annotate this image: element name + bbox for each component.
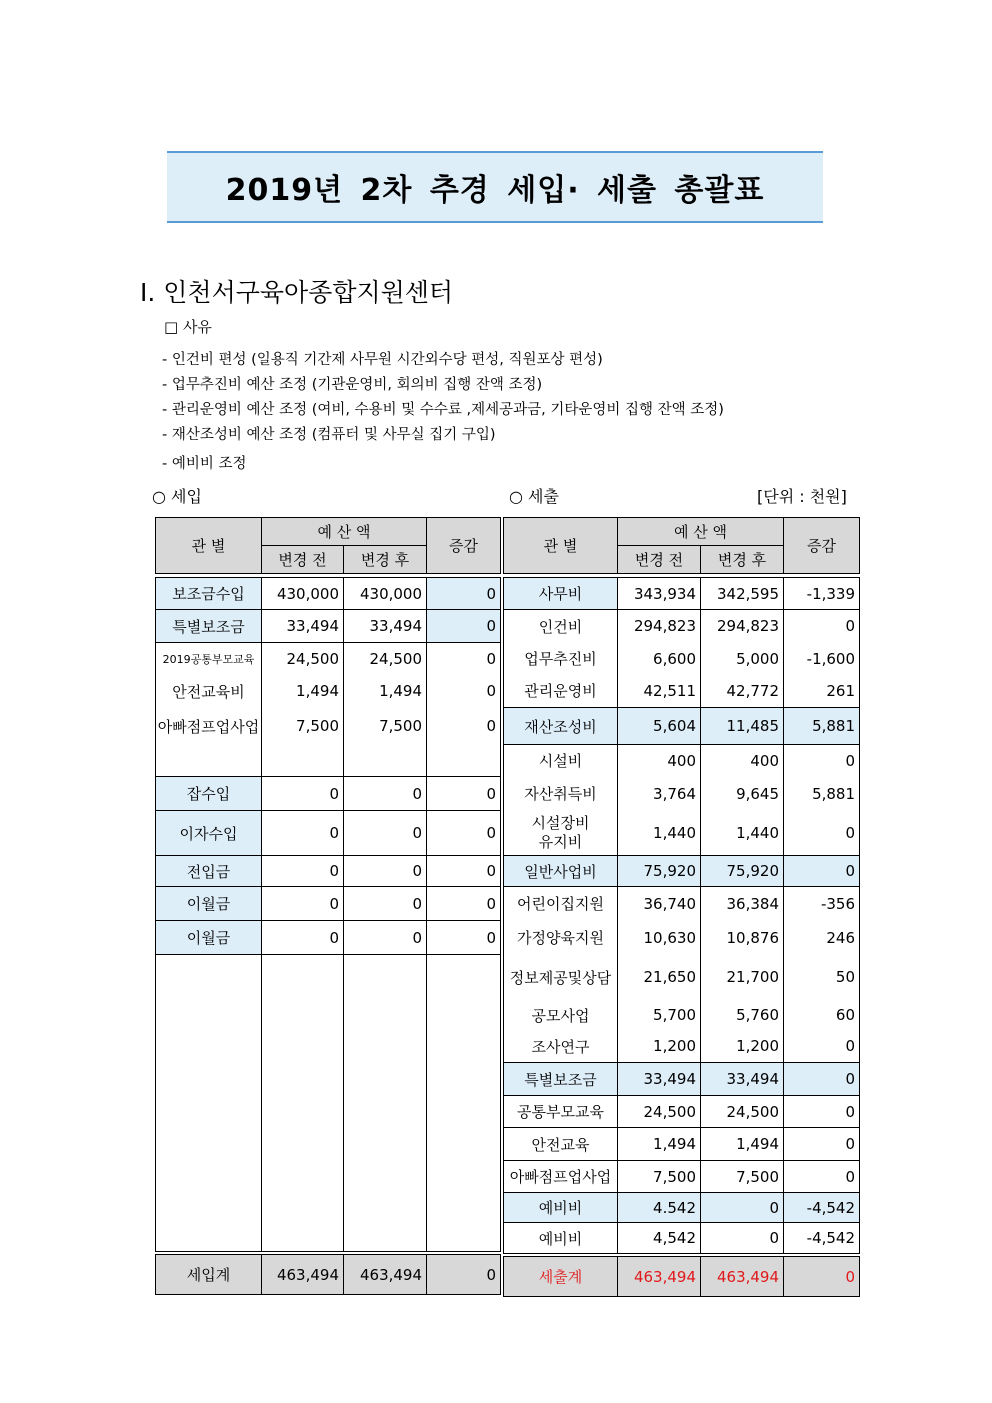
table-row — [504, 708, 860, 745]
unit-label: [단위 : 천원] — [757, 487, 847, 506]
cell-before: 430,000 — [262, 578, 344, 610]
cell-diff: 0 — [427, 578, 501, 610]
table-row-empty — [156, 955, 501, 1252]
cell-before: 400 — [618, 745, 701, 777]
reason-item: - 예비비 조정 — [162, 456, 247, 472]
table-row — [504, 1096, 860, 1128]
table-row — [504, 856, 860, 887]
cell-diff: -4,542 — [784, 1223, 860, 1254]
cell-diff: 0 — [427, 887, 501, 921]
cell-after: 7,500 — [344, 708, 427, 745]
cell-after: 36,384 — [701, 887, 784, 921]
cell-after: 75,920 — [701, 856, 784, 887]
revenue-table — [155, 517, 501, 1295]
cell-diff: -1,600 — [784, 643, 860, 675]
table-row — [156, 610, 501, 643]
total-diff: 0 — [427, 1255, 501, 1295]
cell-after: 33,494 — [344, 610, 427, 643]
cell-before: 1,494 — [618, 1128, 701, 1161]
cell-diff: 0 — [784, 1063, 860, 1096]
cell-before: 24,500 — [262, 643, 344, 675]
header-after: 변경 후 — [701, 546, 784, 574]
table-row — [156, 921, 501, 955]
cell-diff: 5,881 — [784, 708, 860, 745]
cell-before: 7,500 — [262, 708, 344, 745]
cell-diff: 0 — [784, 610, 860, 643]
cell-after: 400 — [701, 745, 784, 777]
cell-after: 5,760 — [701, 1000, 784, 1031]
cell-before: 75,920 — [618, 856, 701, 887]
cell-diff: 261 — [784, 675, 860, 708]
reason-heading: □ 사유 — [164, 318, 212, 336]
table-row — [156, 856, 501, 887]
row-label: 예비비 — [504, 1193, 618, 1223]
header-before: 변경 전 — [618, 546, 701, 574]
header-before: 변경 전 — [262, 546, 344, 574]
cell-before: 1,494 — [262, 675, 344, 708]
cell-after: 24,500 — [701, 1096, 784, 1128]
row-label: 이자수입 — [156, 811, 262, 856]
cell-diff: 0 — [784, 856, 860, 887]
cell-diff: 50 — [784, 955, 860, 1000]
row-label: 특별보조금 — [156, 610, 262, 643]
cell-after: 9,645 — [701, 777, 784, 811]
cell-after: 0 — [344, 856, 427, 887]
cell-diff: 0 — [427, 610, 501, 643]
header-budget: 예 산 액 — [618, 518, 784, 546]
table-row — [504, 1000, 860, 1031]
cell-after: 0 — [344, 887, 427, 921]
cell-diff: 0 — [427, 777, 501, 811]
cell-diff: 0 — [784, 811, 860, 856]
total-label: 세출계 — [504, 1257, 618, 1297]
row-label: 일반사업비 — [504, 856, 618, 887]
table-row — [156, 811, 501, 856]
cell-diff: 0 — [427, 921, 501, 955]
row-label: 전입금 — [156, 856, 262, 887]
table-row — [504, 610, 860, 643]
row-label: 이월금 — [156, 887, 262, 921]
table-row — [504, 811, 860, 856]
cell-before: 10,630 — [618, 921, 701, 955]
cell-before: 0 — [262, 777, 344, 811]
cell-diff: 246 — [784, 921, 860, 955]
row-label: 가정양육지원 — [504, 921, 618, 955]
cell-before: 6,600 — [618, 643, 701, 675]
cell-before: 0 — [262, 921, 344, 955]
cell-after: 1,200 — [701, 1031, 784, 1063]
table-row — [156, 643, 501, 675]
expense-label: ○ 세출 — [509, 487, 559, 506]
cell-before: 4,542 — [618, 1223, 701, 1254]
cell-after: 0 — [701, 1223, 784, 1254]
table-row — [504, 955, 860, 1000]
row-label: 업무추진비 — [504, 643, 618, 675]
cell-diff: -356 — [784, 887, 860, 921]
cell-diff: -4,542 — [784, 1193, 860, 1223]
table-row — [504, 1223, 860, 1254]
row-label: 인건비 — [504, 610, 618, 643]
row-label: 사무비 — [504, 578, 618, 610]
row-label: 재산조성비 — [504, 708, 618, 745]
row-label: 공통부모교육 — [504, 1096, 618, 1128]
cell-diff: 0 — [427, 643, 501, 675]
table-row — [504, 643, 860, 675]
cell-diff: 5,881 — [784, 777, 860, 811]
total-after: 463,494 — [701, 1257, 784, 1297]
reason-item: - 인건비 편성 (일용직 기간제 사무원 시간외수당 편성, 직원포상 편성) — [162, 352, 603, 368]
cell-diff: 0 — [427, 856, 501, 887]
cell-after: 7,500 — [701, 1161, 784, 1193]
cell-diff: 0 — [784, 1096, 860, 1128]
table-row — [504, 1128, 860, 1161]
header-budget: 예 산 액 — [262, 518, 427, 546]
cell-after: 1,494 — [701, 1128, 784, 1161]
table-row — [156, 578, 501, 610]
cell-before: 33,494 — [262, 610, 344, 643]
reason-item: - 업무추진비 예산 조정 (기관운영비, 회의비 집행 잔액 조정) — [162, 377, 543, 393]
header-category: 관 별 — [156, 518, 262, 574]
row-label: 보조금수입 — [156, 578, 262, 610]
row-label: 이월금 — [156, 921, 262, 955]
row-label: 조사연구 — [504, 1031, 618, 1063]
cell-after: 1,440 — [701, 811, 784, 856]
cell-before: 3,764 — [618, 777, 701, 811]
table-row — [504, 1161, 860, 1193]
table-row-empty — [156, 745, 501, 777]
row-label: 아빠점프업사업 — [156, 708, 262, 745]
expense-table — [503, 517, 860, 1297]
cell-before: 36,740 — [618, 887, 701, 921]
table-row — [504, 1193, 860, 1223]
row-label: 관리운영비 — [504, 675, 618, 708]
row-label: 시설장비 유지비 — [504, 811, 618, 856]
table-row — [504, 1063, 860, 1096]
revenue-label: ○ 세입 — [152, 487, 202, 506]
row-label: 자산취득비 — [504, 777, 618, 811]
cell-after: 5,000 — [701, 643, 784, 675]
total-label: 세입계 — [156, 1255, 262, 1295]
table-row — [504, 745, 860, 777]
table-row — [504, 887, 860, 921]
total-before: 463,494 — [618, 1257, 701, 1297]
title-box — [167, 151, 823, 223]
cell-before: 294,823 — [618, 610, 701, 643]
table-row — [504, 777, 860, 811]
cell-after: 0 — [344, 811, 427, 856]
table-row — [156, 777, 501, 811]
page-title: 2019년 2차 추경 세입· 세출 총괄표 — [225, 173, 765, 208]
header-after: 변경 후 — [344, 546, 427, 574]
total-before: 463,494 — [262, 1255, 344, 1295]
cell-before: 0 — [262, 811, 344, 856]
cell-before: 0 — [262, 856, 344, 887]
row-label: 잡수입 — [156, 777, 262, 811]
row-label: 공모사업 — [504, 1000, 618, 1031]
table-row — [504, 921, 860, 955]
cell-diff: 0 — [784, 1161, 860, 1193]
cell-before: 0 — [262, 887, 344, 921]
cell-diff: 0 — [784, 745, 860, 777]
table-row — [156, 887, 501, 921]
row-label: 2019공통부모교육 — [156, 643, 262, 675]
table-row — [504, 578, 860, 610]
cell-before: 4.542 — [618, 1193, 701, 1223]
reason-item: - 재산조성비 예산 조정 (컴퓨터 및 사무실 집기 구입) — [162, 427, 496, 443]
header-diff: 증감 — [427, 518, 501, 574]
cell-diff: -1,339 — [784, 578, 860, 610]
header-diff: 증감 — [784, 518, 860, 574]
section-heading: Ⅰ. 인천서구육아종합지원센터 — [140, 278, 454, 307]
cell-diff: 60 — [784, 1000, 860, 1031]
cell-before: 343,934 — [618, 578, 701, 610]
total-diff: 0 — [784, 1257, 860, 1297]
cell-after: 342,595 — [701, 578, 784, 610]
cell-before: 5,700 — [618, 1000, 701, 1031]
cell-after: 10,876 — [701, 921, 784, 955]
cell-before: 42,511 — [618, 675, 701, 708]
cell-before: 5,604 — [618, 708, 701, 745]
reason-item: - 관리운영비 예산 조정 (여비, 수용비 및 수수료 ,제세공과금, 기타운영비 집행 잔액 조정) — [162, 402, 724, 418]
cell-after: 42,772 — [701, 675, 784, 708]
cell-after: 0 — [344, 921, 427, 955]
cell-diff: 0 — [427, 708, 501, 745]
cell-before: 7,500 — [618, 1161, 701, 1193]
total-after: 463,494 — [344, 1255, 427, 1295]
row-label: 특별보조금 — [504, 1063, 618, 1096]
cell-after: 21,700 — [701, 955, 784, 1000]
header-category: 관 별 — [504, 518, 618, 574]
table-row — [156, 675, 501, 708]
total-row — [156, 1255, 501, 1295]
cell-diff: 0 — [784, 1031, 860, 1063]
cell-after: 1,494 — [344, 675, 427, 708]
cell-before: 21,650 — [618, 955, 701, 1000]
row-label: 안전교육비 — [156, 675, 262, 708]
table-row — [504, 1031, 860, 1063]
cell-diff: 0 — [784, 1128, 860, 1161]
cell-after: 0 — [344, 777, 427, 811]
row-label: 아빠점프업사업 — [504, 1161, 618, 1193]
cell-after: 33,494 — [701, 1063, 784, 1096]
cell-after: 294,823 — [701, 610, 784, 643]
total-row — [504, 1257, 860, 1297]
row-label: 어린이집지원 — [504, 887, 618, 921]
cell-after: 24,500 — [344, 643, 427, 675]
cell-before: 1,440 — [618, 811, 701, 856]
cell-before: 24,500 — [618, 1096, 701, 1128]
cell-before: 1,200 — [618, 1031, 701, 1063]
cell-after: 0 — [701, 1193, 784, 1223]
table-row — [156, 708, 501, 745]
row-label: 정보제공및상담 — [504, 955, 618, 1000]
cell-diff: 0 — [427, 675, 501, 708]
row-label: 시설비 — [504, 745, 618, 777]
row-label: 예비비 — [504, 1223, 618, 1254]
cell-diff: 0 — [427, 811, 501, 856]
cell-after: 11,485 — [701, 708, 784, 745]
table-row — [504, 675, 860, 708]
cell-after: 430,000 — [344, 578, 427, 610]
cell-before: 33,494 — [618, 1063, 701, 1096]
row-label: 안전교육 — [504, 1128, 618, 1161]
